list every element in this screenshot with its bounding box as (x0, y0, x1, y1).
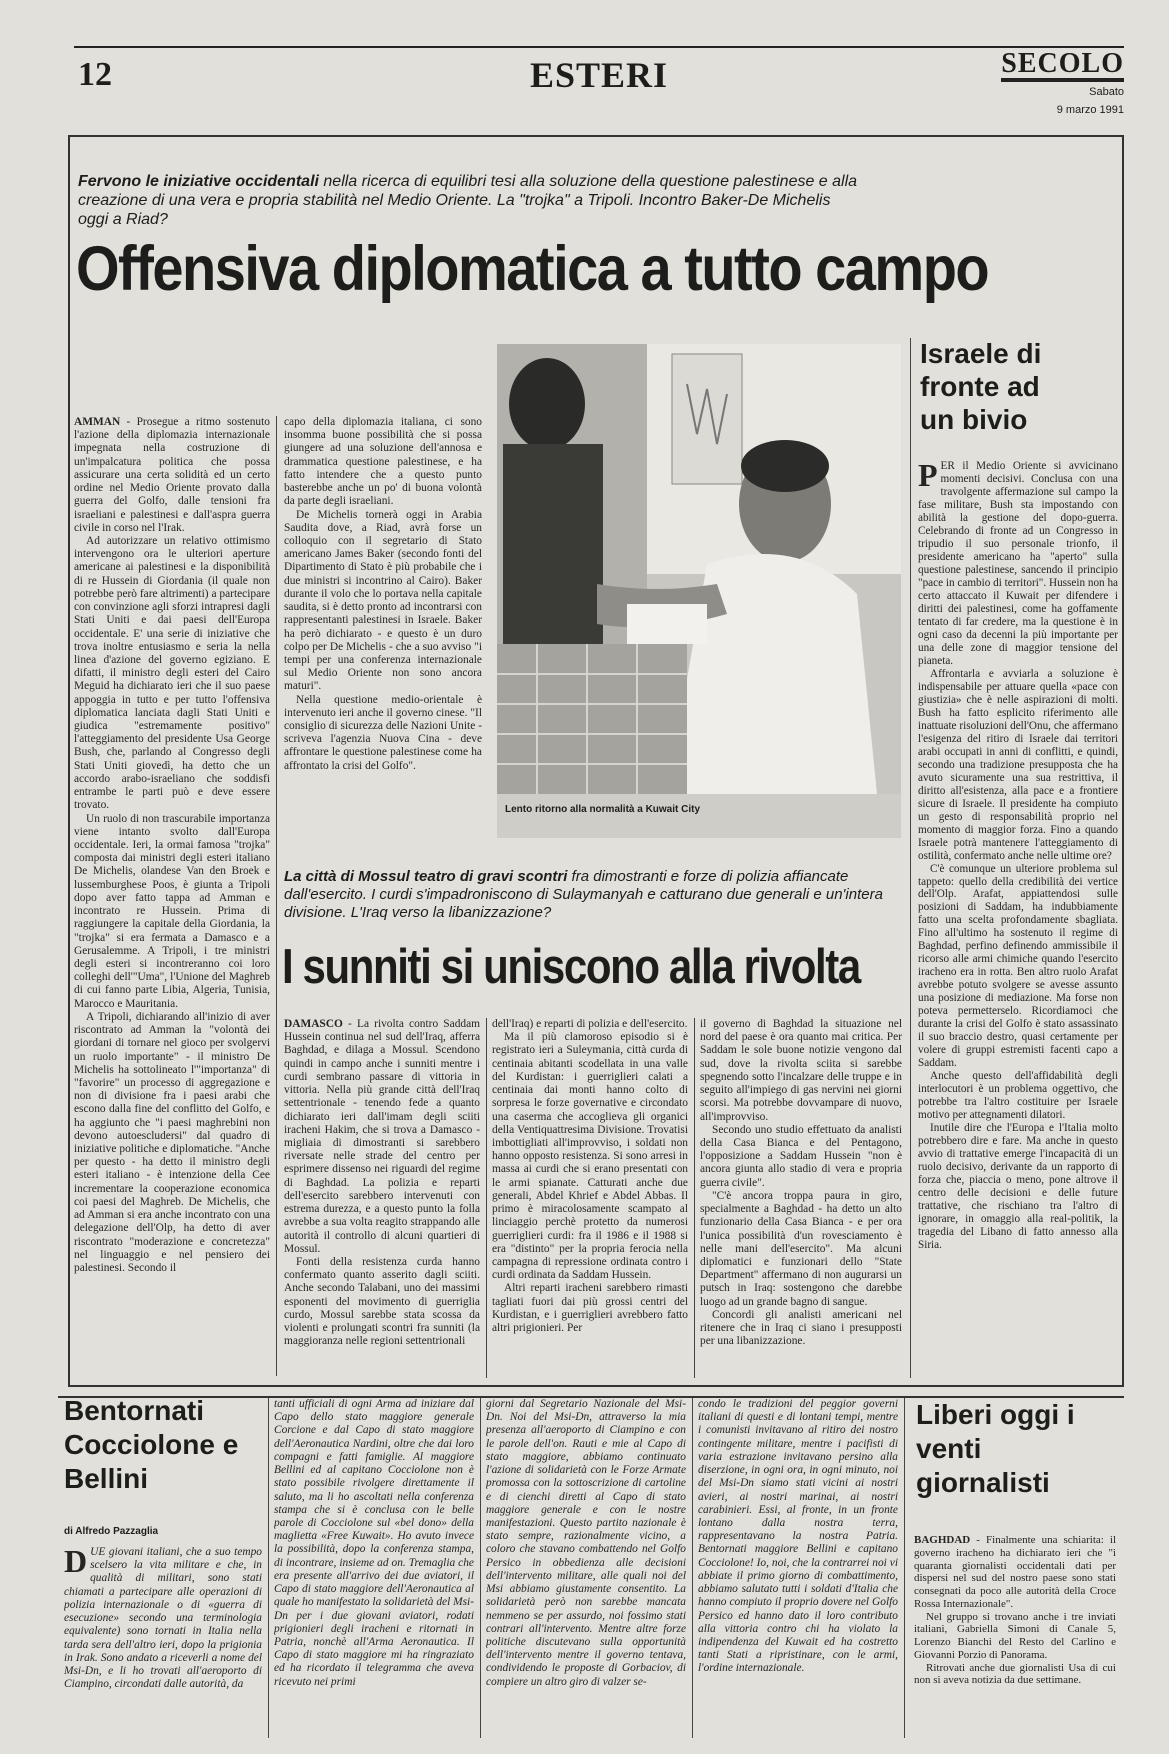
second-col3-p4: Concordi gli analisti americani nel ritenere che in Iraq ci siano i presupposti per una libanizzazione. (700, 1308, 902, 1348)
section-title: ESTERI (529, 55, 669, 95)
column-rule (904, 1398, 905, 1738)
page-number: 12 (78, 56, 112, 93)
newspaper-brand (1001, 50, 1124, 118)
main-col1-p4: A Tripoli, dichiarando all'inizio di aver riscontrato ad Amman la "volontà dei giordani di tornare nel gioco per svolgervi un ruolo importante" - il ministro De Michelis ha sottolineato l'"importanza" di "favorire" un processo di aggregazione e non di divisione fra i paesi arabi che escono dalla fine del conflitto del Golfo, e ha aggiunto che "i paesi maghrebini non devono autoescludersi" dal quadro di iniziative politiche e diplomatiche. "Anche per questo - ha detto il ministro degli esteri italiano - è intenzione della Cee incrementare la cooperazione economica coi paesi del Maghreb. De Michelis, che ad Amman si era anche incontrato con una delegazione dell'Olp, ha detto di aver riscontrato "moderazione e concretezza" nel linguaggio e nel pensiero dei palestinesi. Secondo il (74, 1010, 270, 1274)
main-col2-p2: De Michelis tornerà oggi in Arabia Saudita dove, a Riad, avrà forse un colloquio con il segretario di Stato americano James Baker (secondo fonti del Dipartimento di Stato è più probabile che i due ministri si incontrino al Cairo). Baker durante il volo che lo portava nella capitale saudita, si è detto pronto ad incontrarsi con rappresentanti palestinesi in Israele. Baker ha però dichiarato - e questo è un duro colpo per De Michelis - che a suo avviso "i tempi per una conferenza internazionale sul Medio Oriente non sono ancora maturi". (284, 508, 482, 693)
sidebar-headline: Israele di fronte ad un bivio (920, 338, 1042, 435)
second-article-col1 (284, 1018, 480, 1378)
lower-left-p3: giorni dal Segretario Nazionale del Msi-Dn. Noi del Msi-Dn, attraverso la mia presenza all'aeroporto di Ciampino e con le parole dell'on. Rauti e mie al Capo di stato maggiore, abbiamo continuato l'azione di solidarietà con le Forze Armate promossa con la sottoscrizione di cartoline e di cienchi diretti al Capo di stato maggiore generale e con le nostre manifestazioni. Questo partito nazionale è stato sempre, razionalmente vicino, a coloro che stavano combattendo nel Golfo Persico in obbedienza alle decisioni dell'intervento militare, alle quali noi del Msi abbiamo giustamente consentito. La solidarietà però non sarebbe mancata nemmeno se per assurdo, noi fossimo stati contrari all'intervento. Mentre altre forze politiche discutevano sulla opportunità dell'intervento mentre il governo tentava, condividendo le proposte di Gorbaciov, di compiere un altro giro di valzer se- (486, 1398, 686, 1688)
lower-left-dropcap: D (64, 1546, 88, 1579)
main-col1-p1: - Prosegue a ritmo sostenuto l'azione della diplomazia internazionale impegnata nella costruzione di un'impalcatura politica che possa assicurare una certa solidità ed un certo ordine nel Medio Oriente provato dalla guerra del Golfo, dalle tensioni fra israeliani e palestinesi e dall'aspra guerra civile in corso nel l'Irak. (74, 416, 270, 534)
main-col2-p1: capo della diplomazia italiana, ci sono insomma buone possibilità che si possa giungere ad una soluzione dell'annosa e drammatica questione palestinese, e ha fatto intendere che a questo punto basterebbe anche un po' di buona volontà da parte degli israeliani. (284, 416, 482, 508)
issue-date: 9 marzo 1991 (1056, 103, 1124, 116)
main-article-col1 (74, 416, 270, 1376)
column-rule (480, 1398, 481, 1738)
main-headline: Offensiva diplomatica a tutto campo (76, 233, 989, 304)
sidebar-rule (910, 338, 911, 1378)
brand-logo: SECOLO (1001, 50, 1124, 82)
photo-caption: Lento ritorno alla normalità a Kuwait City (505, 804, 701, 815)
dateline-baghdad: BAGHDAD (914, 1534, 971, 1546)
lower-right-body (914, 1534, 1116, 1740)
column-rule (268, 1398, 269, 1738)
second-col3-p3: "C'è ancora troppa paura in giro, specialmente a Baghdad - ha detto un alto funzionario della Casa Bianca - e per ora l'unica possibilità d'un rovesciamento è nelle mani dell'esercito". Ma alcuni diplomatici e funzionari dello "State Department" affermano di non augurarsi un putsch in Iraq: sostengono che darebbe luogo ad un grande bagno di sangue. (700, 1189, 902, 1308)
sidebar-p2: Affrontarla e avviarla a soluzione è indispensabile per attuare quella «pace con giustizia» che è nelle aspirazioni di molti. Bush ha fatto esplicito riferimento alle inattuate risoluzioni dell'Onu, che affermano l'esigenza del ritiro di Israele dai territori arabi occupati in anni di conflitti, e quindi, secondo una tradizione presupposta che ha avuto sicuramente una sua restrittiva, il diritto all'esistenza, alla pace e a frontiere sicure di Israele. Il presidente ha compiuto un gesto di responsabilità proprio nel momento di maggior forza. Fino a quando Israele potrà mantenere l'atteggiamento di ostilità, confermato anche nelle ultime ore? (918, 667, 1118, 862)
lower-right-p2: Nel gruppo si trovano anche i tre inviati italiani, Gabriella Simoni di Canale 5, Lorenzo Bianchi del Resto del Carlino e Giovanni Porzio di Panorama. (914, 1610, 1116, 1661)
masthead (74, 46, 1124, 116)
issue-day: Sabato (1089, 86, 1124, 98)
lower-left-col1 (64, 1546, 262, 1736)
sidebar-body (918, 460, 1118, 1378)
second-article-col3 (700, 1018, 902, 1378)
lower-left-headline: Bentornati Cocciolone e Bellini (64, 1395, 239, 1495)
sidebar-p5: Inutile dire che l'Europa e l'Italia molto potrebbero dire e fare. Ma anche in questo avvio di trattative emerge l'incapacità di un ruolo decisivo, derivante da un rapporto di forza che, piaccia o meno, pone altrove il centro delle decisioni e delle future trattative, che rischiano tra l'altro di ignorare, in omaggio alla real-politik, la tragedia del Libano di fatto annesso alla Siria. (918, 1122, 1118, 1252)
lower-left-p2: tanti ufficiali di ogni Arma ad iniziare dal Capo dello stato maggiore generale Corcione e dal Capo di stato maggiore dell'Aeronautica Nardini, oltre che dai loro compagni e fatti famiglie. Al maggiore Bellini ed al capitano Cocciolone non è stato possibile rivolgere direttamente il saluto, ma li ho ascoltati nella conferenza stampa che si è conclusa con le belle parole di Cocciolone sul «bel dono» della maglietta «Free Kuwait». Ho avuto invece la possibilità, dopo la conferenza stampa, di incontrare, insieme ad on. Tremaglia che era presente all'arrivo dei due aviatori, il Capo di stato maggiore dell'Aeronautica al quale ho manifestato la solidarietà del Msi-Dn per i due giovani aviatori, rodati prigionieri degli iracheni e ritornati in Patria, nonchè all'Arma Aeronautica. Il Capo di stato maggiore mi ha ringraziato ed ha ricordato il telegramma che aveva ricevuto nei primi (274, 1398, 474, 1688)
lower-right-p3: Ritrovati anche due giornalisti Usa di cui non si aveva notizia da due settimane. (914, 1661, 1116, 1687)
dateline-amman: AMMAN (74, 416, 121, 428)
main-kicker (78, 172, 858, 230)
column-rule (276, 416, 277, 1376)
second-col3-p2: Secondo uno studio effettuato da analisti della Casa Bianca e del Pentagono, l'opposizione a Saddam Hussein "non è ancora giunta allo stadio di vera e propria guerra civile". (700, 1123, 902, 1189)
photo-kuwait-city (497, 344, 901, 794)
lower-left-p1: UE giovani italiani, che a suo tempo scelsero la vita militare e che, in qualità di militari, sono stati chiamati a partecipare alle operazioni di polizia internazionale o di «guerra di esecuzione» secondo una terminologia equivalente) sono tornati in Italia nella tarda sera dell'altro ieri, dopo la prigionia in Irak. Sono andato a riceverli a nome del Msi-Dn, e li ho trovati all'aeroporto di Ciampino, circondati dalle autorità, da (64, 1546, 262, 1691)
second-col1-p2: Fonti della resistenza curda hanno confermato quanto asserito dagli sciiti. Anche secondo Talabani, uno dei massimi esponenti del movimento di guerriglia curdo, Mossul sarebbe stata scossa da violenti e prolungati scontri fra sunniti (la maggioranza nelle regioni settentrionali (284, 1255, 480, 1348)
second-col1-p1: - La rivolta contro Saddam Hussein continua nel sud dell'Iraq, afferra Baghdad, e dilaga a Mossul. Scendono quindi in campo anche i sunniti mentre i curdi sembrano passare di vittoria in vittoria. Nella più grande città dell'Iraq settentrionale - tenendo fede a quanto dichiarato ieri dall'imam degli sciiti iracheni Hakim, che si trova a Damasco - migliaia di dimostranti si sarebbero riversate nelle strade del centro per esprimere dissenso nei riguardi del regime di Baghdad. La polizia e reparti dell'esercito sarebbero intervenuti con estrema durezza, e a questo punto la folla avrebbe a sua volta reagito strappando alle autorità il controllo di alcuni quartieri di Mossul. (284, 1018, 480, 1255)
main-col2-p3: Nella questione medio-orientale è intervenuto ieri anche il governo cinese. "Il consiglio di sicurezza delle Nazioni Unite - scriveva l'agenzia Nuova Cina - deve affrontare le questione palestinese come ha affrontato la crisi del Golfo". (284, 693, 482, 772)
second-col2-p2: Ma il più clamoroso episodio si è registrato ieri a Suleymania, città curda di centinaia abitanti scodellata in una valle del Kurdistan: i guerriglieri calati a centinaia dai monti hanno colto di sorpresa le forze governative e circondato una caserma che accoglieva gli organici della Ventiquattresima Divisione. Trovatisi imbottigliati all'improvviso, i soldati non hanno opposto resistenza. Si sono arresi in massa ai curdi che si erano presentati con le armi spianate. Catturati anche due generali, Abdel Khrief e Abdel Abbas. Il primo è miracolosamente scampato al linciaggio perchè protetto da numerosi guerriglieri curdi: fra il 1986 e il 1988 si era "distinto" per la propria ferocia nella campagna di repressione ordinata contro i curdi ordinata da Saddam Hussein. (492, 1031, 688, 1282)
lower-right-p1: - Finalmente una schiarita: il governo iracheno ha dichiarato ieri che "i quaranta giornalisti occidentali dati per dispersi nel sud del nostro paese sono stati consegnati da poco alle autorità della Croce Rossa Internazionale". (914, 1534, 1116, 1610)
second-article-col2 (492, 1018, 688, 1378)
news-photo (497, 344, 901, 838)
column-rule (692, 1398, 693, 1738)
second-kicker-rest: fra dimostranti e forze di polizia affiancate dall'esercito. I curdi s'impadroniscono di Sulaymanyah e catturano due generali e un'intera divisione. L'Iraq verso la libanizzazione? (284, 868, 883, 921)
lower-left-p4: condo le tradizioni del peggior governi italiani di questi e di lontani tempi, mentre i comunisti invitavano al ritiro dei nostro contingente militare, mentre i pacifisti di varia estrazione invitavano persino alla diserzione, in ogni ora, in ogni minuto, noi del Msi-Dn siamo stati vicini ai nostri avieri, ai nostri marinai, ai nostri carabinieri. Essi, al fronte, in un fronte lontano dalla nostra terra, rappresentavano la nostra Patria. Bentornati maggiore Bellini e capitano Cocciolone! Io, noi, che la contrarrei noi vi abbiate il primo giorno di combattimento, abbiamo salutato tutti i soldati d'Italia che hanno compiuto il proprio dovere nel Golfo Persico ed hanno dato il loro contributo alla vittoria contro chi ha violato la indipendenza del Kuwait ed ha costretto tanti Stati a ripristinare, con le armi, l'ordine internazionale. (698, 1398, 898, 1675)
main-article-col2 (284, 416, 482, 828)
second-col2-p1: dell'Iraq) e reparti di polizia e dell'esercito. (492, 1018, 688, 1030)
second-col2-p3: Altri reparti iracheni sarebbero rimasti tagliati fuori dai più grossi centri del Kurdistan, e i guerriglieri avrebbero fatto altri prigionieri. Per (492, 1282, 688, 1335)
second-col3-p1: il governo di Baghdad la situazione nel nord del paese è ora quanto mai critica. Per Saddam le sole buone notizie vengono dal sud, dove la rivolta sciita si sarebbe spegnendo sotto l'incalzare delle truppe e in seguito all'impiego di gas nervini nei giorni scorsi. Ma potrebbe dovvampare di nuovo, all'improvviso. (700, 1018, 902, 1123)
second-headline: I sunniti si uniscono alla rivolta (282, 938, 860, 994)
main-col1-p2: Ad autorizzare un relativo ottimismo intervengono ora le ulteriori aperture americane ai palestinesi e la disponibilità di re Hussein di Giordania (il quale non potrebbe però fare altrimenti) a partecipare con convinzione agli sforzi intrapresi dagli Stati Uniti e dai paesi dell'Europa occidentale. E' una serie di iniziative che trova inoltre entusiasmo e seria la nella linea d'azione del governo egiziano. E difatti, il ministro degli esteri del Cairo Meguid ha dichiarato ieri che il suo paese appoggia in tutto e per tutto l'offensiva diplomatica lanciata dagli Stati Uniti e giudica "estremamente positivo" l'atteggiamento del presidente Usa George Bush, che, parlando al Congresso degli Stati Uniti giovedì, ha detto che un accordo arabo-israeliano che soddisfi entrambe le parti può e deve essere trovato. (74, 534, 270, 812)
dateline-damasco: DAMASCO (284, 1018, 343, 1030)
main-col1-p3: Un ruolo di non trascurabile importanza viene intanto svolto dall'Europa occidentale. Ieri, la ormai famosa "trojka" composta dai ministri degli esteri italiano De Michelis, olandese Van den Broek e lussemburghese Poos, è giunta a Tripoli dopo aver fatto tappa ad Amman e incontrato re Hussein. Prima di raggiungere la capitale della Giordania, la "trojka" si era fermata a Damasco e a Gerusalemme. A Tripoli, i tre ministri degli esteri si incontreranno coi loro colleghi dell'"Uma", l'Unione del Maghreb di cui fanno parte Libia, Algeria, Tunisia, Marocco e Mauritania. (74, 812, 270, 1010)
second-kicker-bold: La città di Mossul teatro di gravi scontri (284, 868, 568, 885)
sidebar-p4: Anche questo dell'affidabilità degli interlocutori è un problema oggettivo, che potrebbe tra l'altro costituire per Israele motivo per attegnamenti dilatori. (918, 1070, 1118, 1122)
column-rule (694, 1018, 695, 1378)
sidebar-p3: C'è comunque un ulteriore problema sul tappeto: quello della credibilità dei vertice dell'Olp. Arafat, appiattendosi sulle posizioni di Saddam, ha indubbiamente fatto una scelta profondamente sbagliata. Fino all'ultimo ha sostenuto il regime di Baghdad, perfino definendo ammissibile il ricorso alle armi chimiche quando l'esercito iracheno era in rotta. Ben altro ruolo Arafat avrebbe potuto svolgere se avesse assunto una posizione di mediazione. Ma forse non poteva permetterselo. Ricordiamoci che durante la crisi del Golfo è stato assassinato il suo braccio destro, quasi certamente per volere di gruppi estremisti facenti capo a Saddam. (918, 862, 1118, 1070)
lower-left-col4 (698, 1398, 898, 1738)
lower-left-col3 (486, 1398, 686, 1738)
byline: di Alfredo Pazzaglia (64, 1526, 159, 1537)
second-kicker (284, 868, 884, 922)
sidebar-p1: ER il Medio Oriente si avvicinano momenti decisivi. Conclusa con una travolgente affermazione sul campo la fase militare, Bush sta impostando con abilità la gestione del dopo-guerra. Celebrando di fronte ad un Congresso in tripudio il suo personale trionfo, il presidente americano ha "aperto" sulla questione palestinese, sancendo il principio "pace in cambio di territori". Hussein non ha certo attaccato il Kuwait per difendere i diritti dei palestinesi, come ha goffamente tentato di far credere, ma la questione è in ogni caso da decenni la più importante per una delle zone di maggior tensione del pianeta. (918, 460, 1118, 667)
sidebar-dropcap: P (918, 460, 938, 493)
column-rule (486, 1018, 487, 1378)
main-kicker-bold: Fervono le iniziative occidentali (78, 173, 319, 190)
main-kicker-rest: nella ricerca di equilibri tesi alla soluzione della questione palestinese e alla creazione di una vera e propria stabilità nel Medio Oriente. La "trojka" a Tripoli. Incontro Baker-De Michelis oggi a Riad? (78, 173, 858, 229)
lower-right-headline: Liberi oggi i venti giornalisti (916, 1399, 1075, 1499)
lower-left-col2 (274, 1398, 474, 1738)
